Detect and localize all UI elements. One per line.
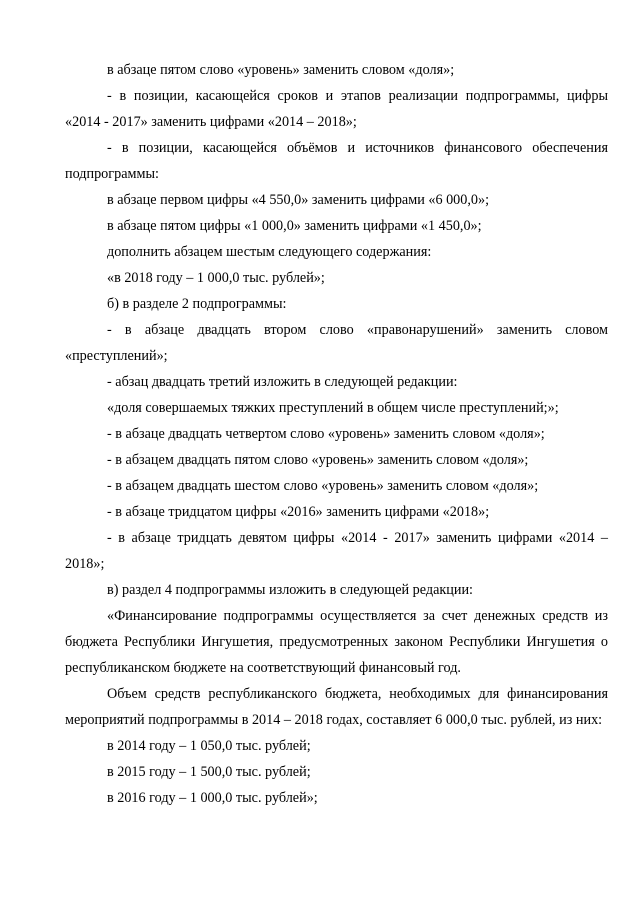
paragraph-13: - в абзацем двадцать пятом слово «уровень» заменить словом «доля»; bbox=[107, 452, 529, 468]
paragraph-3: - в позиции, касающейся объёмов и источников финансового обеспечения подпрограммы: bbox=[65, 140, 608, 182]
paragraph-10: - абзац двадцать третий изложить в следующей редакции: bbox=[107, 374, 458, 390]
paragraph-7: «в 2018 году – 1 000,0 тыс. рублей»; bbox=[107, 270, 325, 286]
paragraph-19: Объем средств республиканского бюджета, необходимых для финансирования мероприятий подпрограммы в 2014 – 2018 годах, составляет 6 000,0 тыс. рублей, из них: bbox=[65, 686, 608, 728]
paragraph-14: - в абзацем двадцать шестом слово «уровень» заменить словом «доля»; bbox=[107, 478, 539, 494]
paragraph-16: - в абзаце тридцать девятом цифры «2014 - 2017» заменить цифрами «2014 – 2018»; bbox=[65, 530, 608, 572]
paragraph-9: - в абзаце двадцать втором слово «правонарушений» заменить словом «преступлений»; bbox=[65, 322, 608, 364]
document-body bbox=[65, 57, 608, 811]
paragraph-11: «доля совершаемых тяжких преступлений в общем числе преступлений;»; bbox=[107, 400, 559, 416]
paragraph-12: - в абзаце двадцать четвертом слово «уровень» заменить словом «доля»; bbox=[107, 426, 545, 442]
paragraph-20: в 2014 году – 1 050,0 тыс. рублей; bbox=[107, 738, 311, 754]
paragraph-21: в 2015 году – 1 500,0 тыс. рублей; bbox=[107, 764, 311, 780]
paragraph-8: б) в разделе 2 подпрограммы: bbox=[107, 296, 287, 312]
paragraph-2: - в позиции, касающейся сроков и этапов реализации подпрограммы, цифры «2014 - 2017» заменить цифрами «2014 – 2018»; bbox=[65, 88, 608, 130]
paragraph-1: в абзаце пятом слово «уровень» заменить словом «доля»; bbox=[107, 62, 455, 78]
paragraph-22: в 2016 году – 1 000,0 тыс. рублей»; bbox=[107, 790, 318, 806]
paragraph-18: «Финансирование подпрограммы осуществляется за счет денежных средств из бюджета Республики Ингушетия, предусмотренных законом Республики Ингушетия о республиканском бюджете на соответствующий финансовый год. bbox=[65, 608, 608, 676]
paragraph-17: в) раздел 4 подпрограммы изложить в следующей редакции: bbox=[107, 582, 473, 598]
paragraph-4: в абзаце первом цифры «4 550,0» заменить цифрами «6 000,0»; bbox=[107, 192, 490, 208]
paragraph-5: в абзаце пятом цифры «1 000,0» заменить цифрами «1 450,0»; bbox=[107, 218, 482, 234]
paragraph-6: дополнить абзацем шестым следующего содержания: bbox=[107, 244, 432, 260]
paragraph-15: - в абзаце тридцатом цифры «2016» заменить цифрами «2018»; bbox=[107, 504, 490, 520]
